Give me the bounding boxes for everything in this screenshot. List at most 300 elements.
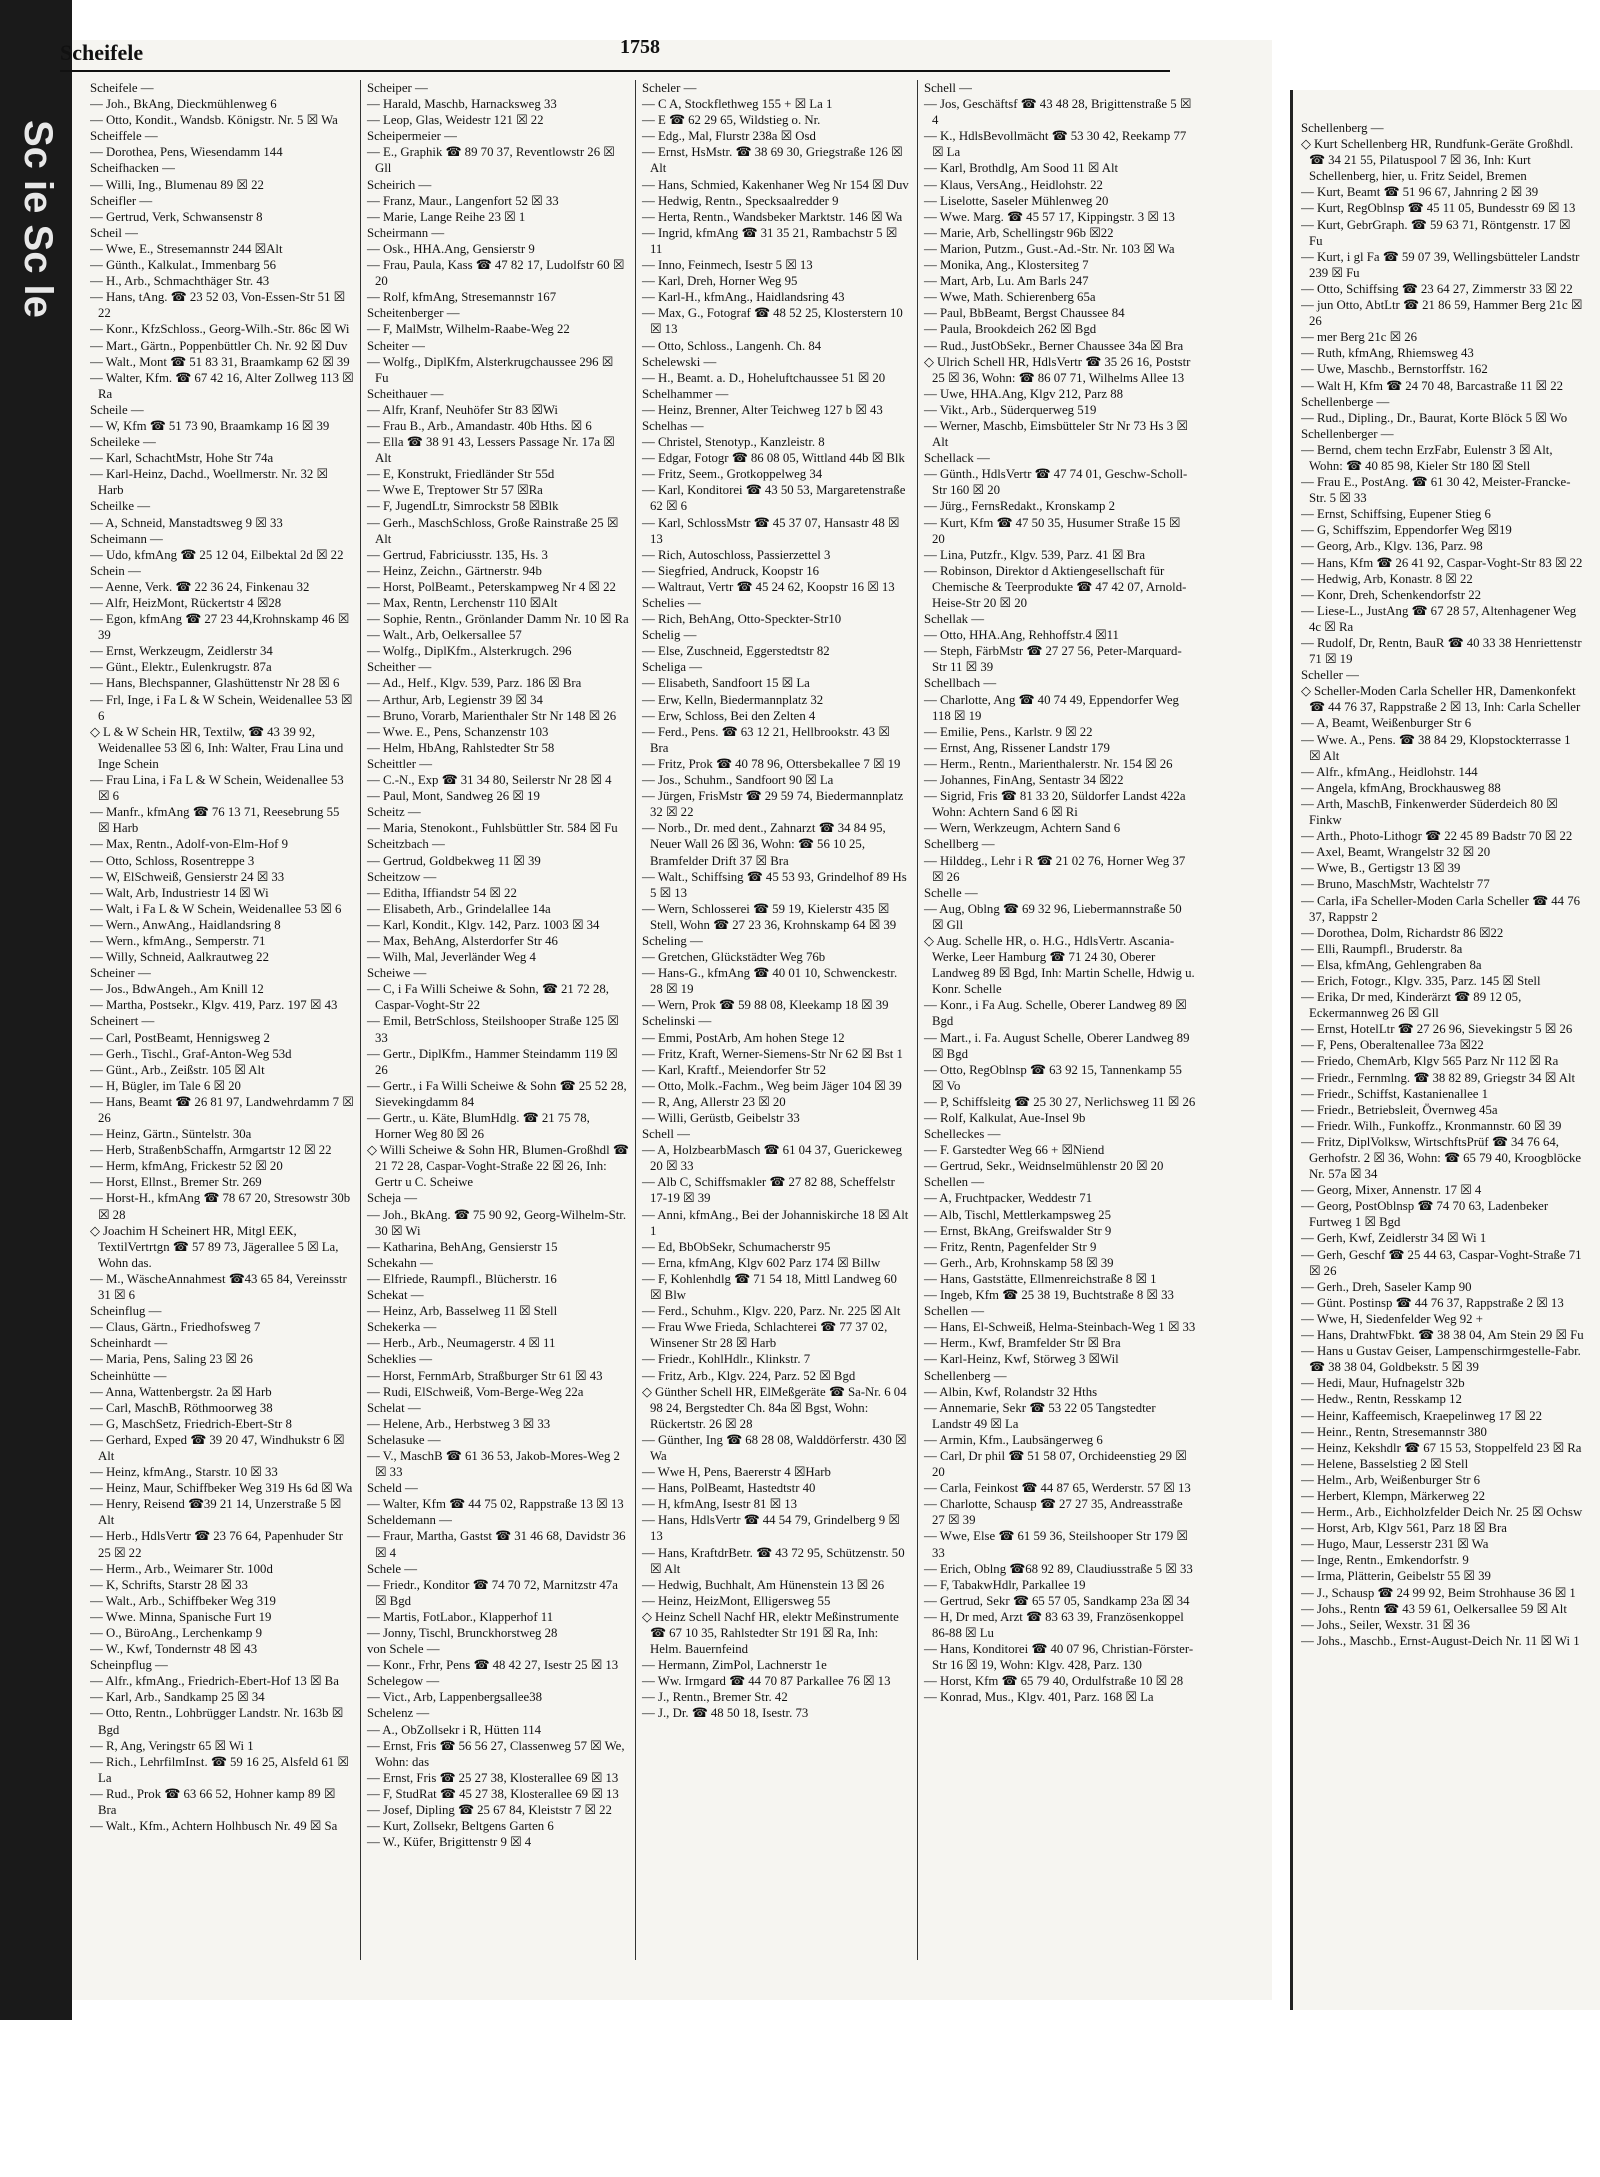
directory-entry: — Martha, Postsekr., Klgv. 419, Parz. 197 ☒ 43 bbox=[90, 998, 338, 1013]
directory-entry: — Friedr., Betriebsleit, Övernweg 45a bbox=[1301, 1102, 1498, 1117]
directory-entry: — Gertr., DiplKfm., Hammer Steindamm 119 ☒ 26 bbox=[367, 1046, 618, 1077]
directory-entry: — Willy, Schneid, Aalkrautweg 22 bbox=[90, 950, 269, 965]
surname-heading: Scheiper — bbox=[367, 81, 428, 95]
directory-entry: — Otto, Schloss., Langenh. Ch. 84 bbox=[642, 338, 822, 353]
directory-entry: — O., BüroAng., Lerchenkamp 9 bbox=[90, 1626, 263, 1640]
directory-entry: — Rich, Autoschloss, Passierzettel 3 bbox=[642, 547, 831, 562]
directory-entry: — jun Otto, AbtLtr ☎ 21 86 59, Hammer Berg 21c ☒ 26 bbox=[1301, 298, 1583, 329]
directory-entry: — Uwe, Maschb., Bernstorffstr. 162 bbox=[1301, 362, 1488, 377]
surname-heading: Schelasuke — bbox=[367, 1432, 441, 1447]
directory-entry: — Max, Rentn, Lerchenstr 110 ☒Alt bbox=[367, 596, 558, 610]
surname-heading: Scheiffele — bbox=[90, 129, 158, 144]
directory-entry: — Maria, Pens, Saling 23 ☒ 26 bbox=[90, 1352, 253, 1367]
surname-heading: Scheinhardt — bbox=[90, 1336, 168, 1351]
directory-entry: — K., HdlsBevollmächt ☎ 53 30 42, Reekamp 77 ☒ La bbox=[924, 129, 1187, 160]
directory-entry: — Gerhard, Exped ☎ 39 20 47, Windhukstr 6 ☒ Alt bbox=[90, 1432, 345, 1463]
directory-entry: — Mart, Arb, Lu. Am Barls 247 bbox=[924, 274, 1089, 289]
directory-entry: — Bruno, MaschMstr, Wachtelstr 77 bbox=[1301, 877, 1490, 892]
directory-entry: — Max, Rentn., Adolf-von-Elm-Hof 9 bbox=[90, 837, 288, 852]
adjacent-page bbox=[1290, 90, 1600, 2010]
surname-heading: von Schele — bbox=[367, 1642, 440, 1657]
directory-entry: — C.-N., Exp ☎ 31 34 80, Seilerstr Nr 28 ☒ 4 bbox=[367, 773, 612, 788]
directory-entry: — Gertrud, Verk, Schwansenstr 8 bbox=[90, 209, 263, 224]
directory-entry: — Ernst, Werkzeugm, Zeidlerstr 34 bbox=[90, 644, 273, 659]
directory-entry: — Paul, Mont, Sandweg 26 ☒ 19 bbox=[367, 789, 540, 804]
surname-heading: Scheinflug — bbox=[90, 1304, 162, 1319]
page-number: 1758 bbox=[620, 36, 660, 58]
directory-entry: — Heinz, Gärtn., Süntelstr. 30a bbox=[90, 1127, 252, 1142]
directory-entry: — Herm., Kwf, Bramfelder Str ☒ Bra bbox=[924, 1336, 1121, 1351]
directory-entry: — Frau Wwe Frieda, Schlachterei ☎ 77 37 02, Winsener Str 28 ☒ Harb bbox=[642, 1320, 888, 1351]
surname-heading: Scheifhacken — bbox=[90, 161, 175, 176]
surname-heading: Schelig — bbox=[642, 628, 697, 643]
directory-entry: ◇ Heinz Schell Nachf HR, elektr Meßinstrumente ☎ 67 10 35, Rahlstedter Str 191 ☒ Ra, Inh: Helm. Bauernfeind bbox=[642, 1609, 899, 1657]
directory-entry: — Johs., Rentn ☎ 43 59 61, Oelkersallee 59 ☒ Alt bbox=[1301, 1601, 1567, 1616]
directory-entry: — Hans, HdlsVertr ☎ 44 54 79, Grindelberg 9 ☒ 13 bbox=[642, 1513, 900, 1544]
directory-entry: — Hugo, Maur, Lesserstr 231 ☒ Wa bbox=[1301, 1537, 1489, 1552]
directory-entry: — Herm, kfmAng, Frickestr 52 ☒ 20 bbox=[90, 1159, 283, 1174]
directory-entry: — Walt, i Fa L & W Schein, Weidenallee 53 ☒ 6 bbox=[90, 901, 342, 916]
surname-heading: Scheinpflug — bbox=[90, 1658, 168, 1673]
directory-entry: — H., Beamt. a. D., Hoheluftchaussee 51 ☒ 20 bbox=[642, 370, 886, 385]
directory-entry: — Konr., KfzSchloss., Georg-Wilh.-Str. 86c ☒ Wi bbox=[90, 322, 350, 337]
directory-entry: — Harald, Maschb, Harnacksweg 33 bbox=[367, 97, 557, 112]
directory-entry: — Ruth, kfmAng, Rhiemsweg 43 bbox=[1301, 346, 1474, 361]
surname-heading: Schell — bbox=[924, 81, 972, 95]
directory-entry: — Karl, Brothdlg, Am Sood 11 ☒ Alt bbox=[924, 161, 1119, 176]
surname-heading: Scheil — bbox=[90, 225, 138, 240]
directory-entry: — Maria, Stenokont., Fuhlsbüttler Str. 584 ☒ Fu bbox=[367, 821, 618, 836]
directory-entry: — Walt, Arb, Industriestr 14 ☒ Wi bbox=[90, 885, 269, 900]
directory-entry: — Manfr., kfmAng ☎ 76 13 71, Reesebrung 55 ☒ Harb bbox=[90, 805, 340, 836]
directory-entry: — Friedr., Fernmlng. ☎ 38 82 89, Griegstr 34 ☒ Alt bbox=[1301, 1070, 1576, 1085]
directory-entry: — Ernst, Fris ☎ 56 56 27, Classenweg 57 ☒ We, Wohn: das bbox=[367, 1738, 625, 1769]
directory-entry: — Hedi, Maur, Hufnagelstr 32b bbox=[1301, 1376, 1465, 1391]
directory-entry: — Hans, Gaststätte, Ellmenreichstraße 8 ☒ 1 bbox=[924, 1271, 1157, 1286]
surname-heading: Schelle — bbox=[924, 885, 978, 900]
directory-entry: — H., Arb., Schmachthäger Str. 43 bbox=[90, 274, 270, 289]
directory-entry: — Dorothea, Pens, Wiesendamm 144 bbox=[90, 145, 283, 160]
directory-entry: — Kurt, Beamt ☎ 51 96 67, Jahnring 2 ☒ 39 bbox=[1301, 185, 1539, 200]
surname-heading: Scheja — bbox=[367, 1191, 418, 1206]
directory-entry: — Günth., Kalkulat., Immenbarg 56 bbox=[90, 258, 276, 273]
surname-heading: Scheilke — bbox=[90, 499, 151, 514]
directory-entry: — Wwe, B., Gertigstr 13 ☒ 39 bbox=[1301, 861, 1461, 876]
directory-entry: — Frau E., PostAng. ☎ 61 30 42, Meister-Francke-Str. 5 ☒ 33 bbox=[1301, 475, 1571, 506]
directory-entry: — Heinz, Arb, Basselweg 11 ☒ Stell bbox=[367, 1304, 558, 1319]
directory-entry: — Fritz, Seem., Grotkoppelweg 34 bbox=[642, 467, 823, 482]
directory-entry: — Hermann, ZimPol, Lachnerstr 1e bbox=[642, 1658, 827, 1673]
directory-entry: — Wern, Werkzeugm, Achtern Sand 6 bbox=[924, 821, 1121, 836]
directory-entry: — Rolf, kfmAng, Stresemannstr 167 bbox=[367, 290, 557, 305]
directory-entry: — Dorothea, Dolm, Richardstr 86 ☒22 bbox=[1301, 925, 1504, 940]
directory-entry: — Herb., HdlsVertr ☎ 23 76 64, Papenhuder Str 25 ☒ 22 bbox=[90, 1529, 344, 1560]
directory-entry: — Editha, Iffiandstr 54 ☒ 22 bbox=[367, 885, 517, 900]
directory-entry: — Hedwig, Rentn., Specksaalredder 9 bbox=[642, 193, 839, 208]
directory-entry: — Otto, Rentn., Lohbrügger Landstr. Nr. 163b ☒ Bgd bbox=[90, 1706, 344, 1737]
directory-entry: — E ☎ 62 29 65, Wildstieg o. Nr. bbox=[642, 113, 821, 128]
directory-entry: — Hans, Beamt ☎ 26 81 97, Landwehrdamm 7 ☒ 26 bbox=[90, 1094, 354, 1125]
directory-entry: — Hans, tAng. ☎ 23 52 03, Von-Essen-Str 51 ☒ 22 bbox=[90, 290, 346, 321]
directory-entry: — Gretchen, Glückstädter Weg 76b bbox=[642, 950, 826, 965]
directory-entry: — Franz, Maur., Langenfort 52 ☒ 33 bbox=[367, 193, 559, 208]
directory-entry: — H, Bügler, im Tale 6 ☒ 20 bbox=[90, 1078, 241, 1093]
directory-entry: — Anni, kfmAng., Bei der Johanniskirche 18 ☒ Alt 1 bbox=[642, 1207, 909, 1238]
directory-entry: — Gertrud, Goldbekweg 11 ☒ 39 bbox=[367, 853, 541, 868]
directory-entry: — Katharina, BehAng, Gensierstr 15 bbox=[367, 1239, 558, 1254]
directory-entry: — Gertr., u. Käte, BlumHdlg. ☎ 21 75 78, Horner Weg 80 ☒ 26 bbox=[367, 1111, 590, 1142]
directory-entry: — Ernst, Fris ☎ 25 27 38, Klosterallee 69 ☒ 13 bbox=[367, 1770, 619, 1785]
directory-entry: — Rud., Dipling., Dr., Baurat, Korte Blöck 5 ☒ Wo bbox=[1301, 410, 1568, 425]
directory-entry: — H, kfmAng, Isestr 81 ☒ 13 bbox=[642, 1497, 798, 1512]
directory-entry: — Leop, Glas, Weidestr 121 ☒ 22 bbox=[367, 113, 544, 128]
surname-heading: Scheiwe — bbox=[367, 966, 427, 981]
directory-entry: — Marie, Lange Reihe 23 ☒ 1 bbox=[367, 209, 526, 224]
directory-entry: — Ernst, HotelLtr ☎ 27 26 96, Sievekingstr 5 ☒ 26 bbox=[1301, 1022, 1573, 1037]
directory-entry: — Helm., Arb, Weißenburger Str 6 bbox=[1301, 1472, 1481, 1487]
directory-entry: — Inno, Feinmech, Isestr 5 ☒ 13 bbox=[642, 258, 813, 273]
adjacent-page-column bbox=[1301, 120, 1591, 2000]
directory-entry: — Johs., Seiler, Wexstr. 31 ☒ 36 bbox=[1301, 1617, 1470, 1632]
directory-entry: — Hans, Konditorei ☎ 40 07 96, Christian-Förster-Str 16 ☒ 19, Wohn: Klgv. 428, Parz. 130 bbox=[924, 1642, 1194, 1673]
directory-entry: — Alfr, Kranf, Neuhöfer Str 83 ☒Wi bbox=[367, 402, 558, 417]
directory-entry: — Ww. Irmgard ☎ 44 70 87 Parkallee 76 ☒ 13 bbox=[642, 1674, 891, 1689]
directory-entry: — Karl, SchlossMstr ☎ 45 37 07, Hansastr 48 ☒ 13 bbox=[642, 515, 900, 546]
directory-entry: — Sophie, Rentn., Grönlander Damm Nr. 10 ☒ Ra bbox=[367, 612, 629, 627]
directory-entry: — C A, Stockflethweg 155 + ☒ La 1 bbox=[642, 97, 833, 112]
directory-entry: — Erich, Oblng ☎68 92 89, Claudiusstraße 5 ☒ 33 bbox=[924, 1561, 1193, 1576]
directory-entry: — Joh., BkAng. ☎ 75 90 92, Georg-Wilhelm-Str. 30 ☒ Wi bbox=[367, 1207, 627, 1238]
directory-entry: — Josef, Dipling ☎ 25 67 84, Kleiststr 7 ☒ 22 bbox=[367, 1803, 612, 1818]
directory-entry: — Fritz, Arb., Klgv. 224, Parz. 52 ☒ Bgd bbox=[642, 1368, 856, 1383]
directory-entry: — Claus, Gärtn., Friedhofsweg 7 bbox=[90, 1320, 261, 1335]
directory-entry: — Udo, kfmAng ☎ 25 12 04, Eilbektal 2d ☒ 22 bbox=[90, 547, 344, 562]
directory-entry: — Walt., Schiffsing ☎ 45 53 93, Grindelhof 89 Hs 5 ☒ 13 bbox=[642, 869, 907, 900]
directory-entry: — Herb, StraßenbSchaffn, Armgartstr 12 ☒ 22 bbox=[90, 1143, 332, 1158]
directory-entry: — Carla, iFa Scheller-Moden Carla Scheller ☎ 44 76 37, Rappstr 2 bbox=[1301, 893, 1581, 924]
directory-entry: — Walt., Arb., Schiffbeker Weg 319 bbox=[90, 1593, 276, 1608]
directory-entry: — Inge, Rentn., Emkendorfstr. 9 bbox=[1301, 1553, 1469, 1568]
directory-entry: — Vikt., Arb., Süderquerweg 519 bbox=[924, 402, 1097, 417]
directory-entry: — Otto, Molk.-Fachm., Weg beim Jäger 104 ☒ 39 bbox=[642, 1078, 902, 1093]
directory-entry: — F. Garstedter Weg 66 + ☒Niend bbox=[924, 1143, 1105, 1158]
directory-entry: — A, HolzbearbMasch ☎ 61 04 37, Guerickeweg 20 ☒ 33 bbox=[642, 1143, 903, 1174]
surname-heading: Scheinert — bbox=[90, 1014, 155, 1029]
directory-entry: — Rud., JustObSekr., Berner Chaussee 34a ☒ Bra bbox=[924, 338, 1184, 353]
directory-entry: — Hedwig, Buchhalt, Am Hünenstein 13 ☒ 26 bbox=[642, 1577, 885, 1592]
directory-entry: — Werner, Maschb, Eimsbütteler Str Nr 73 Hs 3 ☒ Alt bbox=[924, 418, 1188, 450]
directory-entry: — Elsa, kfmAng, Gehlengraben 8a bbox=[1301, 957, 1482, 972]
directory-entry: — Fritz, Kraft, Werner-Siemens-Str Nr 62 ☒ Bst 1 bbox=[642, 1046, 903, 1061]
directory-entry: — Elisabeth, Sandfoort 15 ☒ La bbox=[642, 676, 810, 691]
directory-entry: — W., Küfer, Brigittenstr 9 ☒ 4 bbox=[367, 1835, 532, 1850]
directory-entry: — Fritz, DiplVolksw, WirtschftsPrüf ☎ 34 76 64, Gerhofstr. 2 ☒ 36, Wohn: ☎ 65 79 40, Kroogblöcke Nr. 57a ☒ 34 bbox=[1301, 1134, 1582, 1182]
directory-entry: — Fraur, Martha, Gastst ☎ 31 46 68, Davidstr 36 ☒ 4 bbox=[367, 1529, 626, 1560]
surname-heading: Scheirmann — bbox=[367, 225, 445, 240]
directory-entry: — Gerh., MaschSchloss, Große Rainstraße 25 ☒ Alt bbox=[367, 515, 619, 546]
surname-heading: Scheittler — bbox=[367, 756, 433, 771]
directory-entry: — Friedr., KohlHdlr., Klinkstr. 7 bbox=[642, 1352, 811, 1367]
directory-entry: — Henry, Reisend ☎39 21 14, Unzerstraße 5 ☒ Alt bbox=[90, 1497, 342, 1528]
directory-entry: — Waltraut, Vertr ☎ 45 24 62, Koopstr 16 ☒ 13 bbox=[642, 579, 895, 594]
directory-entry: — Carl, MaschB, Röthmoorweg 38 bbox=[90, 1400, 273, 1415]
directory-entry: — A, Schneid, Manstadtsweg 9 ☒ 33 bbox=[90, 515, 283, 530]
directory-entry: — Bernd, chem techn ErzFabr, Eulenstr 3 ☒ Alt, Wohn: ☎ 40 85 98, Kieler Str 180 ☒ Stell bbox=[1301, 442, 1553, 473]
directory-entry: — Wwe. Minna, Spanische Furt 19 bbox=[90, 1609, 272, 1624]
directory-entry: — Wolfg., DiplKfm., Alsterkrugch. 296 bbox=[367, 644, 572, 659]
directory-entry: — Gertrud, Sekr ☎ 65 57 05, Sandkamp 23a ☒ 34 bbox=[924, 1593, 1190, 1608]
directory-entry: — Ella ☎ 38 91 43, Lessers Passage Nr. 17a ☒ Alt bbox=[367, 435, 615, 466]
surname-heading: Scheinhütte — bbox=[90, 1368, 167, 1383]
directory-entry: — Irma, Plätterin, Geibelstr 55 ☒ 39 bbox=[1301, 1569, 1491, 1584]
surname-heading: Scheitzbach — bbox=[367, 837, 445, 852]
surname-heading: Scheither — bbox=[367, 660, 432, 675]
directory-entry: ◇ Willi Scheiwe & Sohn HR, Blumen-Großhdl ☎ 21 72 28, Caspar-Voght-Straße 22 ☒ 26, Inh: Gertr u C. Scheiwe bbox=[367, 1143, 629, 1190]
directory-entry: — Elfriede, Raumpfl., Blücherstr. 16 bbox=[367, 1271, 557, 1286]
surname-heading: Scheirich — bbox=[367, 177, 432, 192]
directory-entry: — Willi, Ing., Blumenau 89 ☒ 22 bbox=[90, 177, 264, 192]
directory-entry: — Arthur, Arb, Legienstr 39 ☒ 34 bbox=[367, 692, 543, 707]
directory-entry: — J., Dr. ☎ 48 50 18, Isestr. 73 bbox=[642, 1706, 809, 1721]
surname-heading: Scheifler — bbox=[90, 193, 153, 208]
directory-entry: — Walt H, Kfm ☎ 24 70 48, Barcastraße 11 ☒ 22 bbox=[1301, 378, 1564, 393]
directory-entry: — W, ElSchweiß, Gensierstr 24 ☒ 33 bbox=[90, 869, 285, 884]
directory-entry: — Hans, Schmied, Kakenhaner Weg Nr 154 ☒ Duv bbox=[642, 177, 909, 192]
directory-entry: — Ernst, Schiffsing, Eupener Stieg 6 bbox=[1301, 507, 1491, 522]
surname-heading: Scheile — bbox=[90, 402, 144, 417]
directory-entry: — Günth., HdlsVertr ☎ 47 74 01, Geschw-Scholl-Str 160 ☒ 20 bbox=[924, 467, 1188, 498]
directory-entry: — Martis, FotLabor., Klapperhof 11 bbox=[367, 1609, 554, 1624]
directory-entry: — Alfr., kfmAng., Friedrich-Ebert-Hof 13 ☒ Ba bbox=[90, 1674, 339, 1689]
directory-entry: — Friedr., Konditor ☎ 74 70 72, Marnitzstr 47a ☒ Bgd bbox=[367, 1577, 618, 1608]
directory-entry: — Kurt, i gl Fa ☎ 59 07 39, Wellingsbütteler Landstr 239 ☒ Fu bbox=[1301, 249, 1580, 280]
directory-entry: — Erna, kfmAng, Klgv 602 Parz 174 ☒ Billw bbox=[642, 1255, 881, 1270]
surname-heading: Scheld — bbox=[367, 1481, 418, 1496]
directory-entry: — Hedwig, Arb, Konastr. 8 ☒ 22 bbox=[1301, 571, 1473, 586]
surname-heading: Schellenberger — bbox=[1301, 426, 1394, 441]
surname-heading: Scheitzow — bbox=[367, 869, 437, 884]
directory-entry: — Mart., Gärtn., Poppenbüttler Ch. Nr. 92 ☒ Duv bbox=[90, 338, 348, 353]
directory-entry: — W, Kfm ☎ 51 73 90, Braamkamp 16 ☒ 39 bbox=[90, 418, 330, 433]
surname-heading: Schekerka — bbox=[367, 1320, 437, 1335]
directory-entry: — Heinz, Zeichn., Gärtnerstr. 94b bbox=[367, 563, 542, 578]
directory-entry: — Otto, HHA.Ang, Rehhoffstr.4 ☒11 bbox=[924, 628, 1119, 643]
directory-entry: — Ingeb, Kfm ☎ 25 38 19, Buchtstraße 8 ☒ 33 bbox=[924, 1288, 1174, 1303]
directory-entry: — Karl, Kondit., Klgv. 142, Parz. 1003 ☒ 34 bbox=[367, 917, 600, 932]
directory-entry: — Fritz, Prok ☎ 40 78 96, Ottersbekallee 7 ☒ 19 bbox=[642, 756, 901, 771]
surname-heading: Scheiter — bbox=[367, 338, 425, 353]
directory-entry: — Siegfried, Andruck, Koopstr 16 bbox=[642, 563, 820, 578]
directory-entry: — E, Konstrukt, Friedländer Str 55d bbox=[367, 467, 555, 482]
directory-entry: — Liselotte, Saseler Mühlenweg 20 bbox=[924, 193, 1109, 208]
directory-entry: — Rudolf, Dr, Rentn, BauR ☎ 40 33 38 Henriettenstr 71 ☒ 19 bbox=[1301, 636, 1582, 667]
scan-bottom-margin bbox=[0, 2020, 1600, 2177]
directory-entry: — Wolfg., DiplKfm, Alsterkrugchaussee 296 ☒ Fu bbox=[367, 354, 614, 385]
directory-entry: — V., MaschB ☎ 61 36 53, Jakob-Mores-Weg 2 ☒ 33 bbox=[367, 1448, 620, 1480]
directory-entry: — Hans, Blechspanner, Glashüttenstr Nr 28 ☒ 6 bbox=[90, 676, 340, 691]
directory-entry: — Jos., Schuhm., Sandfoort 90 ☒ La bbox=[642, 773, 834, 788]
directory-column-1 bbox=[90, 80, 360, 1960]
directory-entry: — Herm., Arb., Weimarer Str. 100d bbox=[90, 1561, 273, 1576]
directory-entry: — Wern., AnwAng., Haidlandsring 8 bbox=[90, 917, 281, 932]
surname-heading: Schellenberge — bbox=[1301, 394, 1390, 409]
directory-entry: — Monika, Ang., Klostersiteg 7 bbox=[924, 258, 1089, 273]
surname-heading: Scheifele — bbox=[90, 81, 154, 95]
directory-entry: — Herbert, Klempn, Märkerweg 22 bbox=[1301, 1488, 1486, 1503]
directory-entry: — Hans, KraftdrBetr. ☎ 43 72 95, Schützenstr. 50 ☒ Alt bbox=[642, 1545, 905, 1576]
directory-entry: — Alb, Tischl, Mettlerkampsweg 25 bbox=[924, 1207, 1111, 1222]
directory-entry: — Ad., Helf., Klgv. 539, Parz. 186 ☒ Bra bbox=[367, 676, 582, 691]
directory-entry: — Günt., Elektr., Eulenkrugstr. 87a bbox=[90, 660, 272, 675]
surname-heading: Schellak — bbox=[924, 612, 985, 627]
directory-entry: ◇ Aug. Schelle HR, o. H.G., HdlsVertr. Ascania-Werke, Leer Hamburg ☎ 71 24 30, Oberer Landweg 89 ☒ Bgd, Inh: Martin Schelle, Hdwig u. Konr. Schelle bbox=[924, 933, 1195, 997]
directory-entry: — K, Schrifts, Starstr 28 ☒ 33 bbox=[90, 1577, 248, 1592]
directory-entry: — Karl-H., kfmAng., Haidlandsring 43 bbox=[642, 290, 845, 305]
surname-heading: Schellenberg — bbox=[1301, 121, 1384, 135]
surname-heading: Schele — bbox=[367, 1561, 418, 1576]
directory-entry: ◇ Günther Schell HR, ElMeßgeräte ☎ Sa-Nr. 6 04 98 24, Bergstedter Ch. 84a ☒ Bgst, Wohn: Rückertstr. 26 ☒ 28 bbox=[642, 1384, 907, 1431]
directory-entry: — F, MalMstr, Wilhelm-Raabe-Weg 22 bbox=[367, 322, 570, 337]
directory-entry: — Armin, Kfm., Laubsängerweg 6 bbox=[924, 1432, 1103, 1447]
directory-entry: — Else, Zuschneid, Eggerstedtstr 82 bbox=[642, 644, 830, 659]
directory-entry: — Herta, Rentn., Wandsbeker Marktstr. 146 ☒ Wa bbox=[642, 209, 903, 224]
directory-entry: — F, TabakwHdlr, Parkallee 19 bbox=[924, 1577, 1086, 1592]
directory-entry: — Jürgen, FrisMstr ☎ 29 59 74, Biedermannplatz 32 ☒ 22 bbox=[642, 789, 904, 820]
directory-entry: — Wwe E, Treptower Str 57 ☒Ra bbox=[367, 483, 543, 498]
directory-entry: — Kurt, Zollsekr, Beltgens Garten 6 bbox=[367, 1819, 554, 1834]
directory-entry: — Ernst, Ang, Rissener Landstr 179 bbox=[924, 740, 1110, 755]
directory-entry: — Lina, Putzfr., Klgv. 539, Parz. 41 ☒ Bra bbox=[924, 547, 1146, 562]
directory-entry: — E., Graphik ☎ 89 70 37, Reventlowstr 26 ☒ Gll bbox=[367, 145, 615, 176]
directory-entry: — Karl, Arb., Sandkamp 25 ☒ 34 bbox=[90, 1690, 265, 1705]
directory-entry: — Georg, PostOblnsp ☎ 74 70 63, Ladenbeker Furtweg 1 ☒ Bgd bbox=[1301, 1199, 1549, 1230]
directory-entry: — Wwe, Math. Schierenberg 65a bbox=[924, 290, 1096, 305]
directory-entry: — Emmi, PostArb, Am hohen Stege 12 bbox=[642, 1030, 845, 1045]
directory-entry: — Annemarie, Sekr ☎ 53 22 05 Tangstedter Landstr 49 ☒ La bbox=[924, 1400, 1156, 1431]
directory-entry: — P, Schiffsleitg ☎ 25 30 27, Nerlichsweg 11 ☒ 26 bbox=[924, 1094, 1196, 1109]
directory-entry: — Otto, Schiffsing ☎ 23 64 27, Zimmerstr 33 ☒ 22 bbox=[1301, 281, 1573, 296]
directory-entry: — Karl-Heinz, Kwf, Störweg 3 ☒Wil bbox=[924, 1352, 1119, 1367]
directory-entry: — Heinz, Maur, Schiffbeker Weg 319 Hs 6d ☒ Wa bbox=[90, 1481, 353, 1496]
directory-entry: — Kurt, Kfm ☎ 47 50 35, Husumer Straße 15 ☒ 20 bbox=[924, 515, 1181, 546]
directory-entry: — Ferd., Schuhm., Klgv. 220, Parz. Nr. 225 ☒ Alt bbox=[642, 1304, 901, 1319]
directory-entry: — Frl, Inge, i Fa L & W Schein, Weidenallee 53 ☒ 6 bbox=[90, 692, 353, 723]
surname-heading: Schelhammer — bbox=[642, 386, 729, 401]
directory-entry: — Rud., Prok ☎ 63 66 52, Hohner kamp 89 ☒ Bra bbox=[90, 1786, 336, 1818]
directory-entry: — Gertr., i Fa Willi Scheiwe & Sohn ☎ 25 52 28, Sievekingdamm 84 bbox=[367, 1078, 627, 1109]
directory-entry: — Jos, Geschäftsf ☎ 43 48 28, Brigittenstraße 5 ☒ 4 bbox=[924, 97, 1192, 128]
directory-entry: — Karl-Heinz, Dachd., Woellmerstr. Nr. 32 ☒ Harb bbox=[90, 467, 329, 498]
directory-entry: — Erich, Fotogr., Klgv. 335, Parz. 145 ☒ Stell bbox=[1301, 973, 1541, 988]
directory-entry: — Frau B., Arb., Amandastr. 40b Hths. ☒ 6 bbox=[367, 418, 592, 433]
directory-entry: — Hilddeg., Lehr i R ☎ 21 02 76, Horner Weg 37 ☒ 26 bbox=[924, 853, 1186, 884]
directory-entry: — Wwe, H, Siedenfelder Weg 92 + bbox=[1301, 1311, 1483, 1326]
directory-entry: — Jos., BdwAngeh., Am Knill 12 bbox=[90, 982, 264, 997]
directory-entry: — Karl, SchachtMstr, Hohe Str 74a bbox=[90, 451, 274, 466]
directory-entry: — Hans, Kfm ☎ 26 41 92, Caspar-Voght-Str 83 ☒ 22 bbox=[1301, 555, 1583, 570]
directory-entry: — Herm., Arb., Eichholzfelder Deich Nr. 25 ☒ Ochsw bbox=[1301, 1505, 1583, 1520]
surname-heading: Schelinski — bbox=[642, 1014, 712, 1029]
directory-entry: — Willi, Gerüstb, Geibelstr 33 bbox=[642, 1111, 800, 1125]
directory-entry: — Alfr, HeizMont, Rückertstr 4 ☒28 bbox=[90, 596, 282, 610]
directory-column-2 bbox=[360, 80, 635, 1960]
directory-entry: — Jonny, Tischl, Brunckhorstweg 28 bbox=[367, 1626, 558, 1640]
directory-entry: — Johs., Maschb., Ernst-August-Deich Nr. 11 ☒ Wi 1 bbox=[1301, 1633, 1580, 1648]
directory-entry: — Uwe, HHA.Ang, Klgv 212, Parz 88 bbox=[924, 386, 1124, 401]
surname-heading: Schellack — bbox=[924, 451, 990, 466]
directory-entry: — Egon, kfmAng ☎ 27 23 44,Krohnskamp 46 ☒ 39 bbox=[90, 612, 350, 643]
directory-entry: — Karl, Konditorei ☎ 43 50 53, Margaretenstraße 62 ☒ 6 bbox=[642, 483, 906, 514]
directory-entry: — Charlotte, Ang ☎ 40 74 49, Eppendorfer Weg 118 ☒ 19 bbox=[924, 692, 1179, 723]
surname-heading: Schelhas — bbox=[642, 418, 704, 433]
directory-entry: — Gerh, Kwf, Zeidlerstr 34 ☒ Wi 1 bbox=[1301, 1231, 1487, 1246]
directory-entry: — Wilh, Mal, Jeverländer Weg 4 bbox=[367, 950, 536, 965]
directory-entry: — J., Schausp ☎ 24 99 92, Beim Strohhause 36 ☒ 1 bbox=[1301, 1585, 1576, 1600]
directory-entry: — Horst, PolBeamt., Peterskampweg Nr 4 ☒ 22 bbox=[367, 579, 616, 594]
directory-entry: — Fritz, Rentn, Pagenfelder Str 9 bbox=[924, 1239, 1097, 1254]
gutter-text: Sc ie Sc le bbox=[16, 120, 60, 318]
directory-entry: — Kurt, RegOblnsp ☎ 45 11 05, Bundesstr 69 ☒ 13 bbox=[1301, 201, 1576, 216]
directory-entry: — Robinson, Direktor d Aktiengesellschaft für Chemische & Teerprodukte ☎ 47 42 07, Arnold-Heise-Str 20 ☒ 20 bbox=[924, 563, 1187, 610]
directory-entry: — Helm, HbAng, Rahlstedter Str 58 bbox=[367, 740, 555, 755]
directory-entry: — Wwe H, Pens, Baererstr 4 ☒Harb bbox=[642, 1465, 831, 1480]
directory-entry: — Walt., Arb, Oelkersallee 57 bbox=[367, 628, 522, 643]
directory-entry: — Karl, Dreh, Horner Weg 95 bbox=[642, 274, 798, 289]
directory-entry: — Horst, Kfm ☎ 65 79 40, Ordulfstraße 10 ☒ 28 bbox=[924, 1674, 1184, 1689]
surname-heading: Schellenberg — bbox=[924, 1368, 1007, 1383]
surname-heading: Schellberg — bbox=[924, 837, 995, 852]
directory-entry: — Edg., Mal, Flurstr 238a ☒ Osd bbox=[642, 129, 816, 144]
directory-entry: — Albin, Kwf, Rolandstr 32 Hths bbox=[924, 1384, 1098, 1399]
surname-heading: Scheling — bbox=[642, 933, 703, 948]
directory-entry: — Wern., kfmAng., Semperstr. 71 bbox=[90, 933, 266, 948]
directory-entry: — mer Berg 21c ☒ 26 bbox=[1301, 330, 1418, 345]
directory-entry: — Heinz, kfmAng., Starstr. 10 ☒ 33 bbox=[90, 1465, 278, 1480]
surname-heading: Schell — bbox=[642, 1127, 690, 1142]
directory-column-3 bbox=[635, 80, 917, 1960]
directory-entry: — Sigrid, Fris ☎ 81 33 20, Süldorfer Landst 422a Wohn: Achtern Sand 6 ☒ Ri bbox=[924, 789, 1186, 820]
directory-entry: — Hans, El-Schweiß, Helma-Steinbach-Weg 1 ☒ 33 bbox=[924, 1320, 1196, 1335]
surname-heading: Scheklies — bbox=[367, 1352, 433, 1367]
directory-entry: — Heinz, Kekshdlr ☎ 67 15 53, Stoppelfeld 23 ☒ Ra bbox=[1301, 1440, 1582, 1455]
directory-entry: — Joh., BkAng, Dieckmühlenweg 6 bbox=[90, 97, 277, 112]
directory-entry: — Georg, Arb., Klgv. 136, Parz. 98 bbox=[1301, 539, 1483, 554]
surname-heading: Schellen — bbox=[924, 1175, 985, 1190]
directory-entry: — G, Schiffszim, Eppendorfer Weg ☒19 bbox=[1301, 523, 1512, 538]
directory-entry: — Marion, Putzm., Gust.-Ad.-Str. Nr. 103 ☒ Wa bbox=[924, 241, 1175, 256]
directory-entry: — W., Kwf, Tondernstr 48 ☒ 43 bbox=[90, 1642, 258, 1657]
surname-heading: Schelleckes — bbox=[924, 1127, 1001, 1142]
directory-entry: — Frau, Paula, Kass ☎ 47 82 17, Ludolfstr 60 ☒ 20 bbox=[367, 258, 625, 289]
surname-heading: Schekat — bbox=[367, 1288, 424, 1303]
directory-entry: — Osk., HHA.Ang, Gensierstr 9 bbox=[367, 241, 535, 256]
directory-entry: — Karl, Kraftf., Meiendorfer Str 52 bbox=[642, 1062, 827, 1077]
directory-entry: — Paul, BbBeamt, Bergst Chaussee 84 bbox=[924, 306, 1125, 321]
directory-entry: — Klaus, VersAng., Heidlohstr. 22 bbox=[924, 177, 1103, 192]
directory-entry: ◇ Scheller-Moden Carla Scheller HR, Damenkonfekt ☎ 44 76 37, Rappstraße 2 ☒ 13, Inh: Carla Scheller bbox=[1301, 684, 1581, 715]
directory-entry: — Ed, BbObSekr, Schumacherstr 95 bbox=[642, 1239, 831, 1254]
directory-entry: — Christel, Stenotyp., Kanzleistr. 8 bbox=[642, 435, 825, 450]
directory-entry: — C, i Fa Willi Scheiwe & Sohn, ☎ 21 72 28, Caspar-Voght-Str 22 bbox=[367, 982, 609, 1013]
directory-entry: — Carla, Feinkost ☎ 44 87 65, Werderstr. 57 ☒ 13 bbox=[924, 1481, 1191, 1496]
directory-entry: ◇ L & W Schein HR, Textilw, ☎ 43 39 92, Weidenallee 53 ☒ 6, Inh: Walter, Frau Lina und Inge Schein bbox=[90, 724, 344, 771]
directory-entry: — Wwe, Else ☎ 61 59 36, Steilshooper Str 179 ☒ 33 bbox=[924, 1529, 1188, 1560]
header-rule bbox=[60, 70, 1170, 72]
surname-heading: Schelewski — bbox=[642, 354, 717, 369]
surname-heading: Scheithauer — bbox=[367, 386, 444, 401]
surname-heading: Schellen — bbox=[924, 1304, 985, 1319]
directory-entry: ◇ Ulrich Schell HR, HdlsVertr ☎ 35 26 16, Poststr 25 ☒ 36, Wohn: ☎ 86 07 71, Wilhelms Allee 13 bbox=[924, 354, 1191, 385]
